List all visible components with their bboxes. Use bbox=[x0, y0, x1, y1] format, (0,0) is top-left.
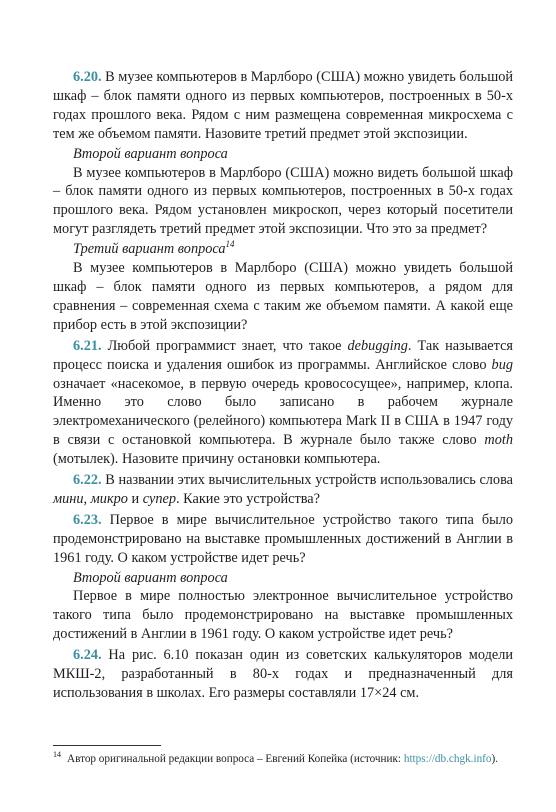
question-number: 6.21. bbox=[73, 337, 102, 354]
variant-label: Второй вариант вопроса bbox=[73, 569, 228, 586]
question-6-21: 6.21. Любой программист знает, что такое debugging. Так называется процесс поиска и удаления ошибок из программы. Английское слово bug означает «насекомое, в первую очередь кровососущее», например, клопа. Именно это слово было записано в рабочем журнале электромеханического (релейного) компьютера Mark II в США в 1947 году в связи с остановкой компьютера. В журнале было также слово moth (мотылек). Назовите причину остановки компьютера. bbox=[53, 337, 513, 468]
question-number: 6.23. bbox=[73, 511, 102, 528]
question-number: 6.24. bbox=[73, 647, 102, 664]
source-link[interactable]: https://db.chgk.info bbox=[403, 753, 492, 765]
variant-label: Второй вариант вопроса bbox=[73, 145, 228, 162]
footnote-divider bbox=[53, 745, 161, 746]
variant-text: В музее компьютеров в Марлборо (США) можно видеть большой шкаф – блок памяти одного из первых компьютеров, построенных в 50-х годах прошлого века. Рядом установлен микроскоп, через который посетители могут разглядеть третий предмет этой экспозиции. Что это за предмет? bbox=[53, 164, 513, 238]
variant-text: Первое в мире полностью электронное вычислительное устройство такого типа было продемонстрировано на выставке промышленных достижений в Англии в 1961 году. О каком устройстве идет речь? bbox=[53, 588, 513, 643]
question-text: В музее компьютеров в Марлборо (США) можно увидеть большой шкаф – блок памяти одного из первых компьютеров, построенных в 50-х годах прошлого века. Рядом с ним размещена современная микросхема с тем же объемом памяти. Назовите третий предмет этой экспозиции. bbox=[53, 69, 513, 142]
page-content bbox=[53, 68, 513, 703]
footnote: $^{14}$ Автор оригинальной редакции вопроса – Евгений Копейка (источник: https://db.chgk.info). bbox=[53, 750, 499, 765]
question-number: 6.20. bbox=[73, 69, 102, 85]
question-number: 6.22. bbox=[73, 472, 102, 489]
question-6-22: 6.22. В названии этих вычислительных устройств использовались слова мини, микро и супер. Какие это устройства? bbox=[53, 472, 513, 507]
variant-label: Третий вариант вопроса$^{14}$ bbox=[73, 239, 235, 258]
question-6-23: 6.23. Первое в мире вычислительное устройство такого типа было продемонстрировано на выставке промышленных достижений в Англии в 1961 году. О каком устройстве идет речь? bbox=[53, 511, 513, 566]
footnote-ref: 14 bbox=[225, 239, 235, 250]
footnote-text: Автор оригинальной редакции вопроса – Евгений Копейка (источник: bbox=[67, 753, 404, 765]
variant-text: В музее компьютеров в Марлборо (США) можно увидеть большой шкаф – блок памяти одного из первых компьютеров, а рядом для сравнения – современная схема с таким же объемом памяти. А какой еще прибор есть в этой экспозиции? bbox=[53, 260, 513, 333]
question-6-24: 6.24. На рис. 6.10 показан один из советских калькуляторов модели МКШ-2, разработанный в 80-х годах и предназначенный для использования в школах. Его размеры составляли 17×24 см. bbox=[53, 647, 513, 701]
question-6-20 bbox=[53, 68, 513, 144]
footnote-mark: 14 bbox=[53, 750, 61, 760]
